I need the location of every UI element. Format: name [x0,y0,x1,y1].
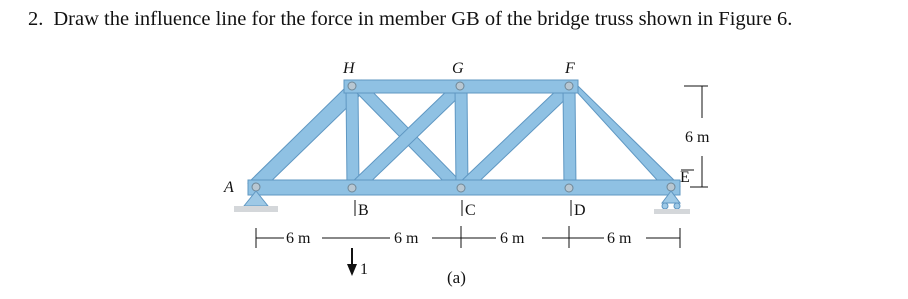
label-B: B [358,202,369,219]
problem-number: 2. [28,8,44,30]
pin-E [667,183,675,191]
pin-B [348,184,356,192]
member-AH [248,86,361,190]
member-FC [456,86,573,192]
label-G: G [452,60,464,77]
member-HB [346,88,359,187]
pin-G [456,82,464,90]
unit-load-label: 1 [360,261,368,278]
pin-A [252,183,260,191]
pin-H [348,82,356,90]
member-FD [563,88,576,187]
panel-length-2: 6 m [394,230,419,247]
label-E: E [680,169,690,186]
pin-D [565,184,573,192]
label-H: H [343,60,355,77]
pin-F [565,82,573,90]
member-GC [455,88,468,187]
member-FE [566,80,680,192]
pin-C [457,184,465,192]
truss-web-members [248,80,680,192]
label-F: F [565,60,575,77]
label-D: D [574,202,586,219]
problem-text: Draw the influence line for the force in member GB of the bridge truss shown in Figure 6. [53,8,793,30]
panel-length-1: 6 m [286,230,311,247]
unit-load-arrow [347,248,357,276]
label-A: A [224,179,234,196]
panel-length-4: 6 m [607,230,632,247]
panel-length-3: 6 m [500,230,525,247]
figure-caption: (a) [447,268,466,287]
label-C: C [465,202,476,219]
height-length: 6 m [685,129,710,146]
